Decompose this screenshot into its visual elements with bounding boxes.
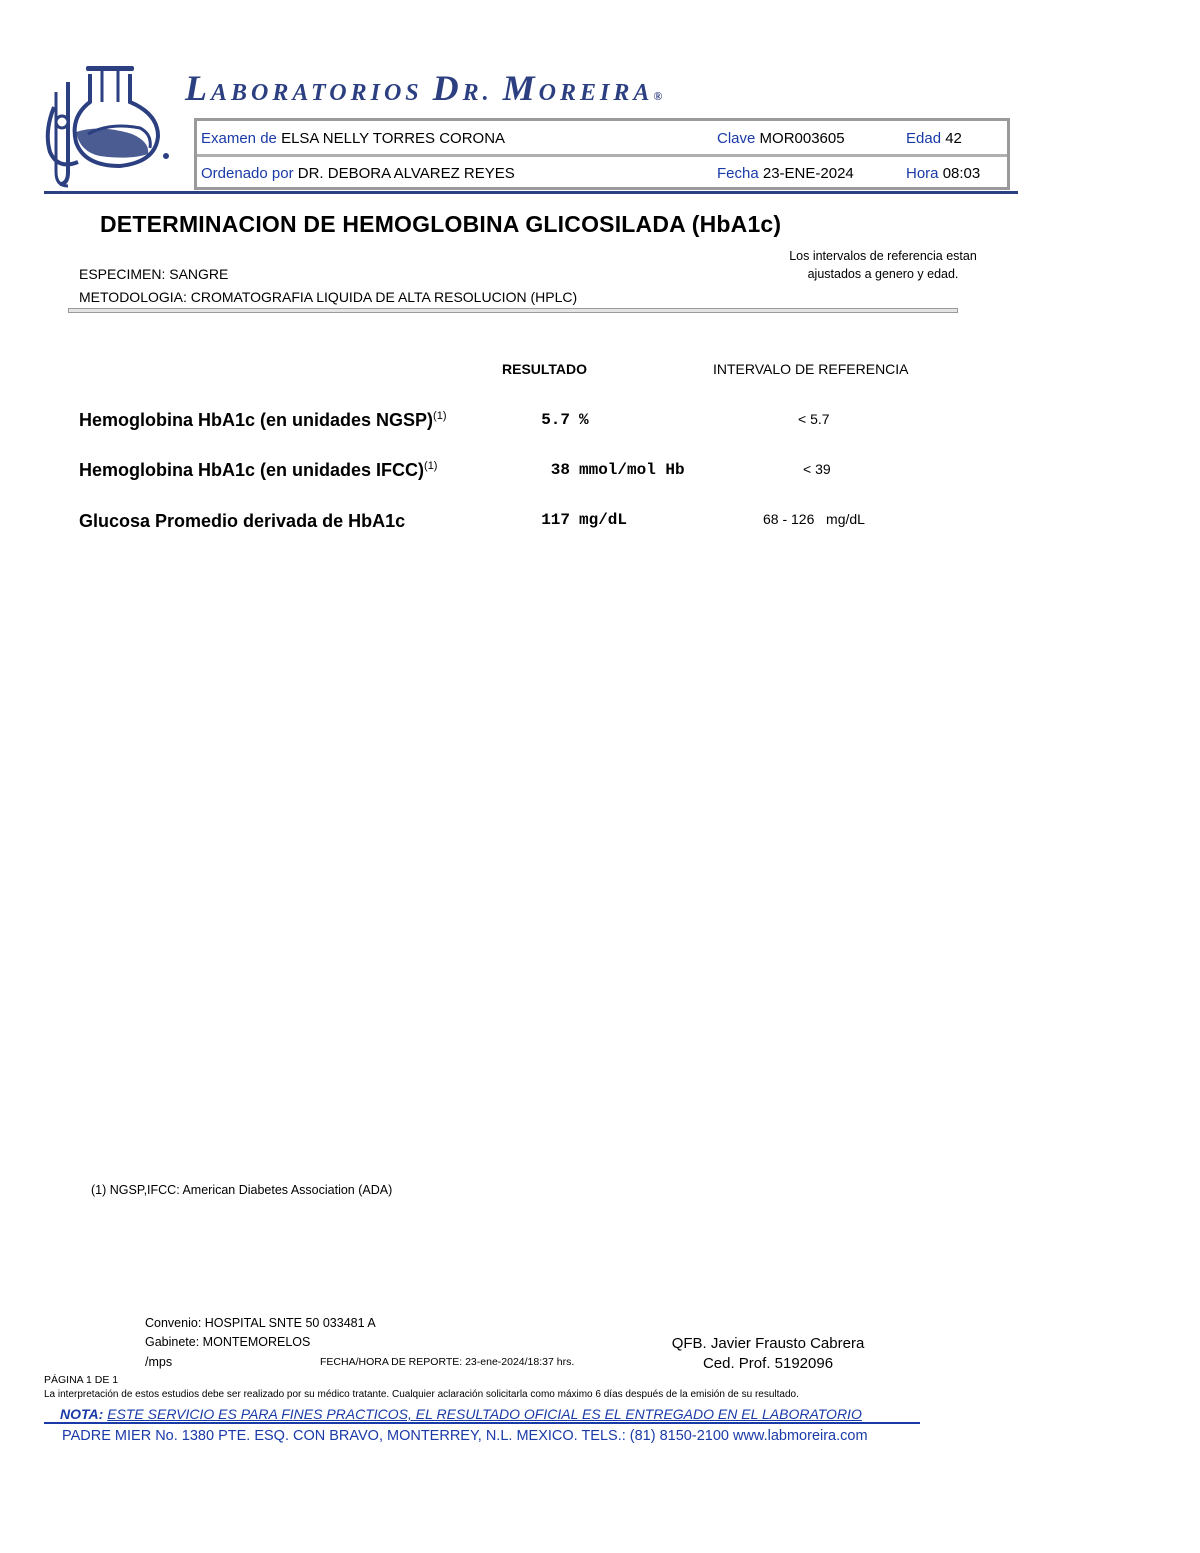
ordered-label: Ordenado por [201, 165, 294, 182]
reference-note-line2: ajustados a genero y edad. [807, 267, 959, 281]
test-name [79, 511, 405, 532]
test-name-text: Glucosa Promedio derivada de HbA1c [79, 511, 406, 531]
signer-name: QFB. Javier Frausto Cabrera [671, 1335, 865, 1352]
laboratory-flask-logo [40, 62, 180, 192]
clave-label: Clave [717, 130, 756, 147]
hora-field [906, 165, 980, 182]
page-number: PÁGINA 1 DE 1 [44, 1374, 119, 1386]
reference-column-header: INTERVALO DE REFERENCIA [713, 361, 909, 377]
ordered-field [201, 165, 515, 182]
section-divider [68, 308, 958, 313]
study-title: DETERMINACION DE HEMOGLOBINA GLICOSILADA (HbA1c) [100, 211, 782, 237]
test-name-text: Hemoglobina HbA1c (en unidades IFCC) [79, 460, 425, 480]
info-box-divider [197, 154, 1007, 157]
lab-address: PADRE MIER No. 1380 PTE. ESQ. CON BRAVO, MONTERREY, N.L. MEXICO. TELS.: (81) 8150-2100 www.labmoreira.com [62, 1428, 868, 1444]
hora-label: Hora [906, 165, 939, 182]
result-value: 117 [541, 511, 570, 529]
clave-value: MOR003605 [759, 130, 845, 147]
hora-value: 08:03 [942, 165, 981, 182]
reference-range: 68 - 126 mg/dL [763, 511, 865, 527]
header-rule [44, 191, 1018, 194]
reference-note-line1: Los intervalos de referencia estan [789, 249, 977, 263]
doctor-name: DR. DEBORA ALVAREZ REYES [297, 165, 515, 182]
reference-range: < 5.7 [798, 411, 830, 427]
method-line: METODOLOGIA: CROMATOGRAFIA LIQUIDA DE ALTA RESOLUCION (HPLC) [79, 289, 578, 305]
fecha-value: 23-ENE-2024 [762, 165, 854, 182]
result-value: 38 [550, 461, 570, 479]
nota-label: NOTA: [60, 1406, 104, 1422]
test-name-text: Hemoglobina HbA1c (en unidades NGSP) [79, 410, 434, 430]
lab-brand-name: LABORATORIOS DR. MOREIRA® [185, 68, 663, 108]
result-value: 5.7 [541, 411, 570, 429]
convenio-line: Convenio: HOSPITAL SNTE 50 033481 A [145, 1316, 376, 1330]
specimen-line: ESPECIMEN: SANGRE [79, 266, 229, 282]
patient-info-box [194, 118, 1010, 190]
test-name [79, 460, 437, 481]
result-unit: mg/dL [579, 511, 628, 529]
edad-value: 42 [945, 130, 962, 147]
report-datetime: FECHA/HORA DE REPORTE: 23-ene-2024/18:37 hrs. [320, 1356, 575, 1368]
nota-text: ESTE SERVICIO ES PARA FINES PRACTICOS, EL RESULTADO OFICIAL ES EL ENTREGADO EN EL LABORATORIO [107, 1406, 862, 1422]
footnote-marker: (1) [424, 460, 438, 472]
footnote: (1) NGSP,IFCC: American Diabetes Association (ADA) [91, 1183, 393, 1197]
edad-label: Edad [906, 130, 942, 147]
clave-field [717, 130, 845, 147]
edad-field [906, 130, 962, 147]
fecha-label: Fecha [717, 165, 759, 182]
exam-label: Examen de [201, 130, 277, 147]
result-unit: mmol/mol Hb [579, 461, 685, 479]
patient-name: ELSA NELLY TORRES CORONA [281, 130, 506, 147]
gabinete-line: Gabinete: MONTEMORELOS [145, 1335, 311, 1349]
fecha-field [717, 165, 854, 182]
disclaimer: La interpretación de estos estudios debe ser realizado por su médico tratante. Cualquier aclaración solicitarla como máximo 6 días después de la emisión de su resultado. [44, 1389, 799, 1400]
result-column-header: RESULTADO [502, 361, 588, 377]
signer-license: Ced. Prof. 5192096 [702, 1355, 834, 1372]
result-unit: % [579, 411, 589, 429]
reference-range: < 39 [803, 461, 831, 477]
initials: /mps [145, 1355, 173, 1369]
exam-field [201, 130, 505, 147]
nota-banner [44, 1406, 920, 1424]
footnote-marker: (1) [433, 410, 447, 422]
test-name [79, 410, 447, 431]
